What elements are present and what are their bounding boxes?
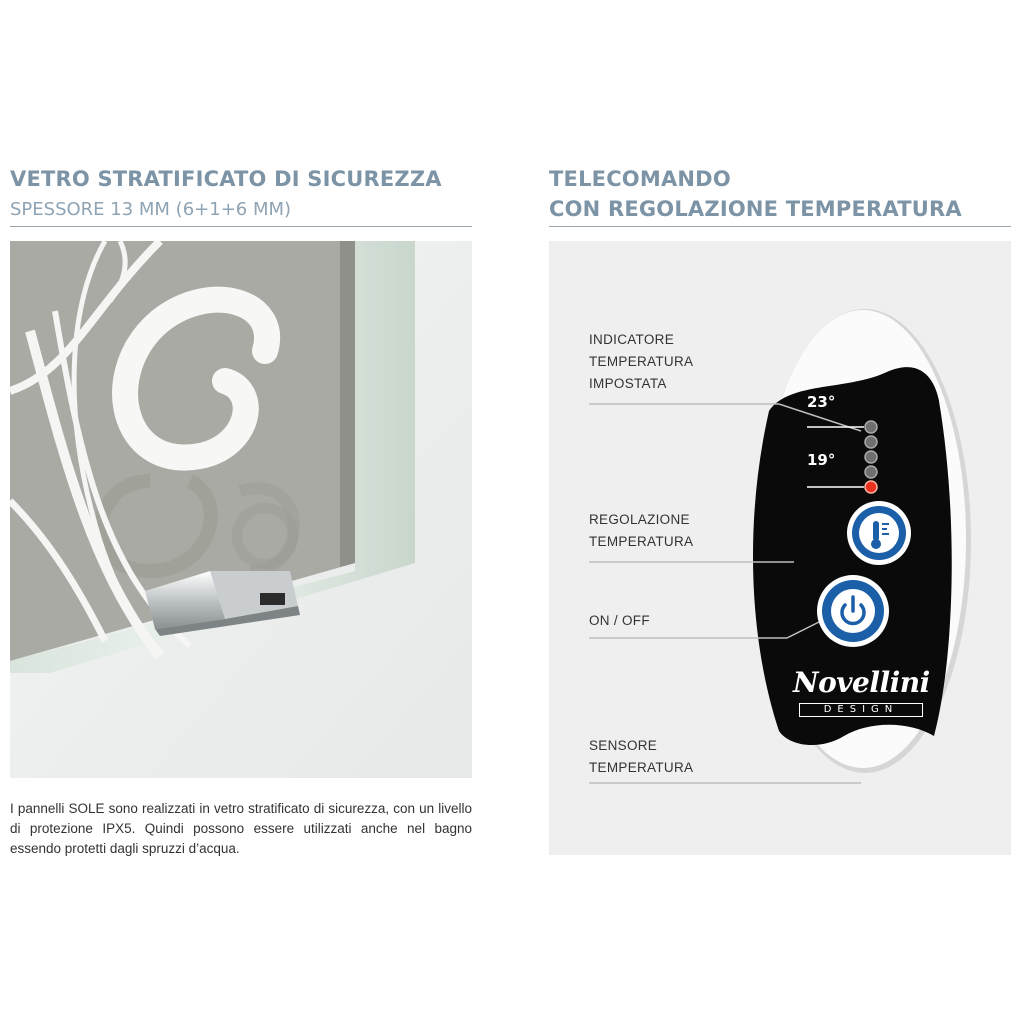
remote-panel [549, 241, 1011, 855]
power-button[interactable] [817, 575, 889, 647]
glass-description: I pannelli SOLE sono realizzati in vetro stratificato di sicurezza, con un livello di protezione IPX5. Quindi possono essere utilizzati anche nel bagno essendo protetti dagli spruzzi d’acqua. [10, 801, 472, 856]
remote-title-line1: TELECOMANDO [549, 167, 731, 191]
indicator-label: INDICATORE TEMPERATURA IMPOSTATA [589, 332, 694, 391]
power-label: ON / OFF [589, 613, 650, 628]
glass-panel-photo [10, 241, 472, 778]
temperature-min-label: 19° [807, 451, 836, 469]
brand-sub-label: DESIGN [799, 703, 923, 717]
regulation-label: REGOLAZIONE TEMPERATURA [589, 512, 694, 549]
temperature-adjust-button[interactable] [829, 511, 889, 571]
sensor-label: SENSORE TEMPERATURA [589, 738, 694, 775]
glass-title: VETRO STRATIFICATO DI SICUREZZA [10, 167, 442, 191]
remote-title-line2: CON REGOLAZIONE TEMPERATURA [549, 197, 962, 221]
temperature-max-label: 23° [807, 393, 836, 411]
temperature-led-column [865, 421, 877, 493]
left-divider [10, 226, 472, 227]
brand-logo: Novellini [793, 666, 930, 699]
glass-subtitle: SPESSORE 13 MM (6+1+6 MM) [10, 199, 292, 220]
right-divider [549, 226, 1011, 227]
